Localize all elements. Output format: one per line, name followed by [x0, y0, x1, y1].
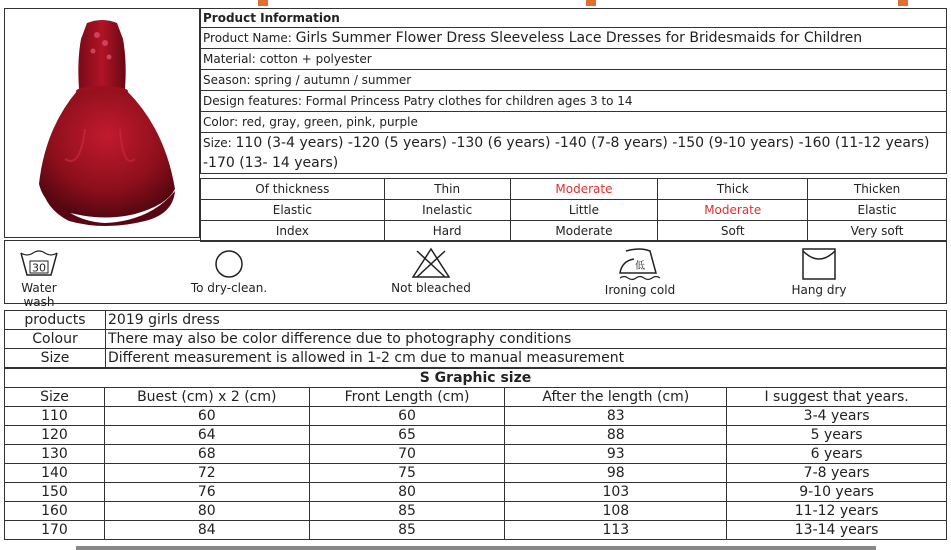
season-row: Season: spring / autumn / summer: [201, 70, 947, 91]
bottom-divider: [76, 546, 876, 550]
top-band: [0, 0, 951, 8]
design-row: Design features: Formal Princess Patry clothes for children ages 3 to 14: [201, 91, 947, 112]
top-fragment-marker: [586, 0, 596, 6]
attribute-row: [201, 200, 947, 221]
table-cell: 64: [104, 426, 309, 445]
table-row: [5, 521, 947, 540]
care-item-no-bleach: [391, 247, 471, 295]
attribute-option: Very soft: [808, 221, 947, 242]
care-label: Ironing cold: [604, 283, 676, 297]
product-name-label: Product Name:: [203, 31, 292, 45]
care-item-iron: [597, 247, 683, 297]
top-fragment-marker: [258, 0, 268, 6]
attribute-name: Of thickness: [201, 179, 385, 200]
table-cell: 103: [505, 483, 727, 502]
table-cell: 85: [309, 521, 505, 540]
care-label: Water wash: [21, 281, 57, 309]
table-cell: 5 years: [727, 426, 947, 445]
attribute-row: [201, 221, 947, 242]
no-bleach-icon: [411, 247, 451, 279]
table-cell: 3-4 years: [727, 407, 947, 426]
attribute-option: Thicken: [808, 179, 947, 200]
column-header: Front Length (cm): [309, 388, 505, 407]
color-row: Color: red, gray, green, pink, purple: [201, 112, 947, 133]
column-header: Size: [5, 388, 105, 407]
summary-value: 2019 girls dress: [106, 311, 947, 330]
top-fragment-marker: [898, 0, 908, 6]
attribute-option: Moderate: [510, 221, 658, 242]
column-header: After the length (cm): [505, 388, 727, 407]
table-cell: 76: [104, 483, 309, 502]
table-cell: 108: [505, 502, 727, 521]
table-row: [5, 464, 947, 483]
table-cell: 60: [104, 407, 309, 426]
dress-illustration: [5, 9, 199, 237]
summary-value: Different measurement is allowed in 1-2 cm due to manual measurement: [106, 349, 947, 368]
product-name-row: [201, 28, 947, 49]
table-cell: 84: [104, 521, 309, 540]
attribute-grid: [200, 178, 947, 242]
attribute-option: Inelastic: [384, 200, 510, 221]
care-label: Not bleached: [391, 281, 471, 295]
table-row: [5, 483, 947, 502]
attribute-option-selected: Moderate: [510, 179, 658, 200]
product-info-header: Product Information: [201, 9, 947, 28]
iron-low-icon: [616, 247, 664, 281]
summary-key: products: [5, 311, 106, 330]
hang-dry-icon: [801, 247, 837, 281]
table-cell: 80: [309, 483, 505, 502]
attribute-option: Little: [510, 200, 658, 221]
iron-level-text: 低: [635, 261, 645, 272]
table-cell: 93: [505, 445, 727, 464]
table-cell: 150: [5, 483, 105, 502]
summary-value: There may also be color difference due to photography conditions: [106, 330, 947, 349]
attribute-name: Index: [201, 221, 385, 242]
summary-row: [5, 311, 947, 330]
table-row: [5, 426, 947, 445]
table-cell: 140: [5, 464, 105, 483]
summary-row: [5, 330, 947, 349]
table-cell: 13-14 years: [727, 521, 947, 540]
care-instructions: [4, 240, 947, 309]
care-item-hang-dry: [791, 247, 847, 297]
material-row: Material: cotton + polyester: [201, 49, 947, 70]
table-cell: 11-12 years: [727, 502, 947, 521]
attribute-name: Elastic: [201, 200, 385, 221]
care-item-dry-clean: [189, 247, 269, 295]
size-value: 110 (3-4 years) -120 (5 years) -130 (6 years) -140 (7-8 years) -150 (9-10 years) -160 (11-12 years) -170 (13- 14 years): [203, 135, 930, 171]
product-name-value: Girls Summer Flower Dress Sleeveless Lace Dresses for Bridesmaids for Children: [295, 30, 863, 46]
table-cell: 120: [5, 426, 105, 445]
attribute-option: Elastic: [808, 200, 947, 221]
table-cell: 65: [309, 426, 505, 445]
table-cell: 130: [5, 445, 105, 464]
attribute-option: Thick: [658, 179, 808, 200]
summary-key: Size: [5, 349, 106, 368]
table-cell: 160: [5, 502, 105, 521]
table-cell: 170: [5, 521, 105, 540]
size-chart-header-row: [5, 388, 947, 407]
column-header: I suggest that years.: [727, 388, 947, 407]
product-image: [4, 8, 200, 238]
table-cell: 9-10 years: [727, 483, 947, 502]
table-cell: 70: [309, 445, 505, 464]
summary-table: [4, 310, 947, 368]
size-row: [201, 133, 947, 174]
table-row: [5, 502, 947, 521]
wash-30-icon: [19, 247, 59, 279]
table-cell: 68: [104, 445, 309, 464]
size-chart-title: S Graphic size: [5, 369, 947, 388]
care-item-wash: [5, 247, 73, 309]
column-header: Buest (cm) x 2 (cm): [104, 388, 309, 407]
summary-key: Colour: [5, 330, 106, 349]
size-chart-table: [4, 368, 947, 540]
table-cell: 72: [104, 464, 309, 483]
care-label: Hang dry: [791, 283, 847, 297]
wash-temperature: 30: [32, 261, 46, 275]
table-cell: 98: [505, 464, 727, 483]
table-cell: 88: [505, 426, 727, 445]
product-info-table: [200, 8, 947, 174]
table-cell: 80: [104, 502, 309, 521]
attribute-option: Thin: [384, 179, 510, 200]
table-cell: 7-8 years: [727, 464, 947, 483]
attribute-option: Hard: [384, 221, 510, 242]
attribute-row: [201, 179, 947, 200]
table-cell: 85: [309, 502, 505, 521]
dry-clean-icon: [212, 247, 246, 279]
table-cell: 83: [505, 407, 727, 426]
care-label: To dry-clean.: [190, 281, 268, 295]
table-row: [5, 445, 947, 464]
table-cell: 6 years: [727, 445, 947, 464]
table-cell: 110: [5, 407, 105, 426]
table-row: [5, 407, 947, 426]
table-cell: 113: [505, 521, 727, 540]
size-chart-body: [5, 407, 947, 540]
attribute-option: Soft: [658, 221, 808, 242]
table-cell: 75: [309, 464, 505, 483]
attribute-option-selected: Moderate: [658, 200, 808, 221]
table-cell: 60: [309, 407, 505, 426]
size-label: Size:: [203, 136, 232, 150]
summary-row: [5, 349, 947, 368]
